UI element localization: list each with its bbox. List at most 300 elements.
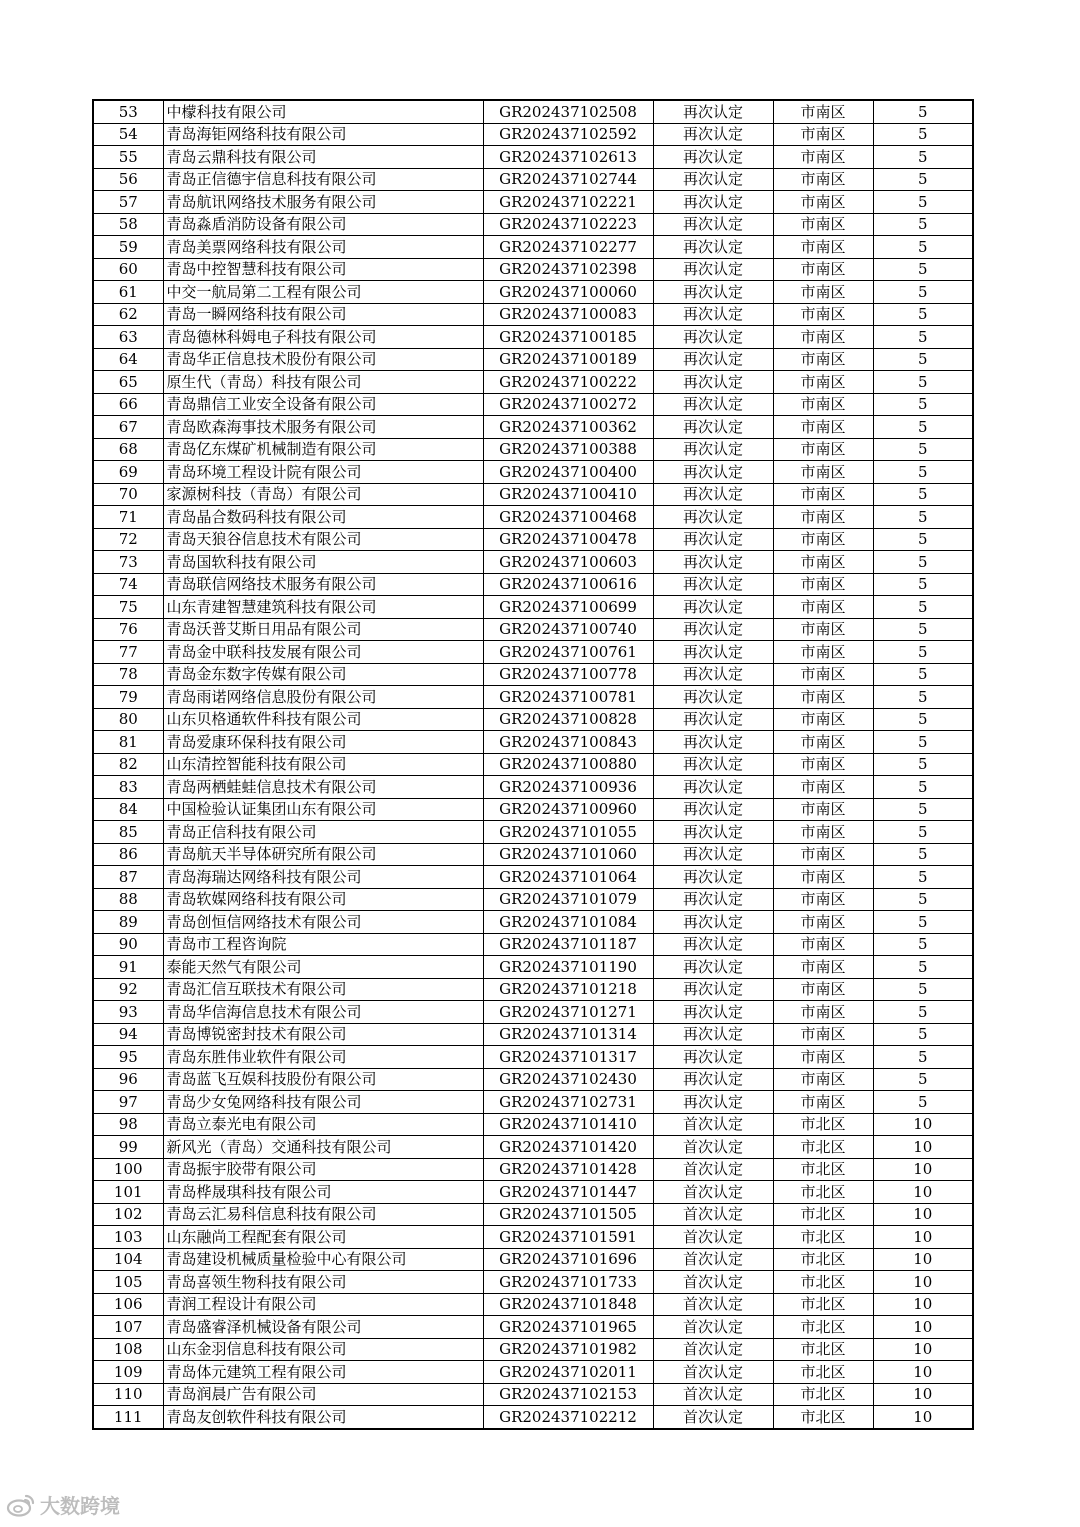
recognition-type-cell: 首次认定 (653, 1158, 773, 1181)
district-cell: 市南区 (773, 213, 873, 236)
company-name-cell: 山东金羽信息科技有限公司 (163, 1338, 483, 1361)
table-row (93, 573, 973, 596)
score-cell: 10 (873, 1113, 973, 1136)
table-row (93, 1046, 973, 1069)
certificate-number-cell: GR202437101410 (483, 1113, 653, 1136)
recognition-type-cell: 首次认定 (653, 1226, 773, 1249)
score-cell: 10 (873, 1248, 973, 1271)
certificate-number-cell: GR202437101055 (483, 821, 653, 844)
row-number-cell: 59 (93, 236, 163, 259)
recognition-type-cell: 再次认定 (653, 236, 773, 259)
company-name-cell: 青岛东胜伟业软件有限公司 (163, 1046, 483, 1069)
certificate-number-cell: GR202437100828 (483, 708, 653, 731)
recognition-type-cell: 再次认定 (653, 483, 773, 506)
row-number-cell: 66 (93, 393, 163, 416)
company-name-cell: 青岛润晨广告有限公司 (163, 1383, 483, 1406)
certificate-number-cell: GR202437102277 (483, 236, 653, 259)
score-cell: 5 (873, 911, 973, 934)
company-name-cell: 青岛淼盾消防设备有限公司 (163, 213, 483, 236)
score-cell: 5 (873, 1023, 973, 1046)
table-row (93, 393, 973, 416)
district-cell: 市北区 (773, 1406, 873, 1429)
company-name-cell: 青岛体元建筑工程有限公司 (163, 1361, 483, 1384)
certificate-number-cell: GR202437100880 (483, 753, 653, 776)
district-cell: 市南区 (773, 731, 873, 754)
company-name-cell: 青岛联信网络技术服务有限公司 (163, 573, 483, 596)
company-name-cell: 青岛振宇胶带有限公司 (163, 1158, 483, 1181)
district-cell: 市南区 (773, 123, 873, 146)
company-name-cell: 青岛创恒信网络技术有限公司 (163, 911, 483, 934)
certificate-number-cell: GR202437100362 (483, 416, 653, 439)
score-cell: 5 (873, 708, 973, 731)
district-cell: 市南区 (773, 686, 873, 709)
recognition-type-cell: 首次认定 (653, 1248, 773, 1271)
certificate-number-cell: GR202437100189 (483, 348, 653, 371)
company-name-cell: 山东青建智慧建筑科技有限公司 (163, 596, 483, 619)
row-number-cell: 72 (93, 528, 163, 551)
recognition-type-cell: 首次认定 (653, 1383, 773, 1406)
score-cell: 5 (873, 843, 973, 866)
score-cell: 5 (873, 1046, 973, 1069)
table-row (93, 506, 973, 529)
recognition-type-cell: 再次认定 (653, 123, 773, 146)
watermark-text: 大数跨境 (40, 1494, 120, 1518)
row-number-cell: 106 (93, 1293, 163, 1316)
row-number-cell: 55 (93, 146, 163, 169)
table-row (93, 663, 973, 686)
row-number-cell: 108 (93, 1338, 163, 1361)
certificate-number-cell: GR202437100603 (483, 551, 653, 574)
certificate-number-cell: GR202437100478 (483, 528, 653, 551)
district-cell: 市南区 (773, 843, 873, 866)
score-cell: 10 (873, 1271, 973, 1294)
company-name-cell: 家源树科技（青岛）有限公司 (163, 483, 483, 506)
score-cell: 5 (873, 641, 973, 664)
row-number-cell: 79 (93, 686, 163, 709)
district-cell: 市南区 (773, 100, 873, 123)
recognition-type-cell: 再次认定 (653, 258, 773, 281)
row-number-cell: 90 (93, 933, 163, 956)
certificate-number-cell: GR202437101505 (483, 1203, 653, 1226)
company-name-cell: 中交一航局第二工程有限公司 (163, 281, 483, 304)
table-row (93, 1226, 973, 1249)
table-row (93, 1361, 973, 1384)
recognition-type-cell: 再次认定 (653, 1001, 773, 1024)
score-cell: 5 (873, 686, 973, 709)
table-row (93, 236, 973, 259)
district-cell: 市南区 (773, 191, 873, 214)
table-row (93, 776, 973, 799)
table-row (93, 686, 973, 709)
row-number-cell: 77 (93, 641, 163, 664)
certificate-number-cell: GR202437100222 (483, 371, 653, 394)
table-row (93, 798, 973, 821)
score-cell: 5 (873, 326, 973, 349)
recognition-type-cell: 再次认定 (653, 933, 773, 956)
company-name-cell: 青岛一瞬网络科技有限公司 (163, 303, 483, 326)
recognition-type-cell: 再次认定 (653, 843, 773, 866)
district-cell: 市南区 (773, 798, 873, 821)
score-cell: 5 (873, 393, 973, 416)
certificate-number-cell: GR202437101317 (483, 1046, 653, 1069)
recognition-type-cell: 再次认定 (653, 191, 773, 214)
company-name-cell: 青岛晶合数码科技有限公司 (163, 506, 483, 529)
score-cell: 5 (873, 573, 973, 596)
table-row (93, 281, 973, 304)
row-number-cell: 70 (93, 483, 163, 506)
certificate-number-cell: GR202437101314 (483, 1023, 653, 1046)
recognition-type-cell: 再次认定 (653, 776, 773, 799)
table-row (93, 438, 973, 461)
score-cell: 10 (873, 1383, 973, 1406)
district-cell: 市北区 (773, 1203, 873, 1226)
company-name-cell: 青岛友创软件科技有限公司 (163, 1406, 483, 1429)
score-cell: 5 (873, 888, 973, 911)
district-cell: 市北区 (773, 1271, 873, 1294)
row-number-cell: 67 (93, 416, 163, 439)
recognition-type-cell: 再次认定 (653, 168, 773, 191)
district-cell: 市北区 (773, 1316, 873, 1339)
table-row (93, 371, 973, 394)
table-row (93, 551, 973, 574)
certificate-number-cell: GR202437102398 (483, 258, 653, 281)
certificate-number-cell: GR202437101696 (483, 1248, 653, 1271)
row-number-cell: 89 (93, 911, 163, 934)
score-cell: 10 (873, 1361, 973, 1384)
certificate-number-cell: GR202437101218 (483, 978, 653, 1001)
score-cell: 5 (873, 956, 973, 979)
company-name-cell: 青岛国软科技有限公司 (163, 551, 483, 574)
district-cell: 市北区 (773, 1136, 873, 1159)
district-cell: 市南区 (773, 911, 873, 934)
row-number-cell: 71 (93, 506, 163, 529)
score-cell: 5 (873, 663, 973, 686)
district-cell: 市南区 (773, 348, 873, 371)
recognition-type-cell: 首次认定 (653, 1113, 773, 1136)
certificate-number-cell: GR202437102592 (483, 123, 653, 146)
certificate-number-cell: GR202437102430 (483, 1068, 653, 1091)
table-row (93, 821, 973, 844)
company-name-cell: 青岛立泰光电有限公司 (163, 1113, 483, 1136)
district-cell: 市北区 (773, 1181, 873, 1204)
recognition-type-cell: 再次认定 (653, 303, 773, 326)
table-row (93, 348, 973, 371)
score-cell: 10 (873, 1293, 973, 1316)
table-row (93, 1248, 973, 1271)
certificate-number-cell: GR202437101591 (483, 1226, 653, 1249)
district-cell: 市北区 (773, 1383, 873, 1406)
score-cell: 5 (873, 596, 973, 619)
table-row (93, 866, 973, 889)
company-name-cell: 青岛华正信息技术股份有限公司 (163, 348, 483, 371)
district-cell: 市南区 (773, 371, 873, 394)
table-row (93, 528, 973, 551)
recognition-type-cell: 再次认定 (653, 371, 773, 394)
recognition-type-cell: 再次认定 (653, 731, 773, 754)
score-cell: 5 (873, 146, 973, 169)
row-number-cell: 87 (93, 866, 163, 889)
certificate-number-cell: GR202437101733 (483, 1271, 653, 1294)
row-number-cell: 54 (93, 123, 163, 146)
district-cell: 市北区 (773, 1113, 873, 1136)
table-row (93, 483, 973, 506)
row-number-cell: 101 (93, 1181, 163, 1204)
row-number-cell: 68 (93, 438, 163, 461)
recognition-type-cell: 再次认定 (653, 416, 773, 439)
certificate-number-cell: GR202437100083 (483, 303, 653, 326)
certificate-number-cell: GR202437100740 (483, 618, 653, 641)
recognition-type-cell: 再次认定 (653, 461, 773, 484)
company-name-cell: 青润工程设计有限公司 (163, 1293, 483, 1316)
certificate-number-cell: GR202437100388 (483, 438, 653, 461)
certificate-number-cell: GR202437102744 (483, 168, 653, 191)
district-cell: 市南区 (773, 1046, 873, 1069)
certificate-number-cell: GR202437101428 (483, 1158, 653, 1181)
score-cell: 5 (873, 506, 973, 529)
row-number-cell: 64 (93, 348, 163, 371)
certificate-number-cell: GR202437102153 (483, 1383, 653, 1406)
row-number-cell: 53 (93, 100, 163, 123)
certificate-number-cell: GR202437100699 (483, 596, 653, 619)
certificate-number-cell: GR202437101187 (483, 933, 653, 956)
table-row (93, 641, 973, 664)
district-cell: 市北区 (773, 1158, 873, 1181)
recognition-type-cell: 再次认定 (653, 281, 773, 304)
company-name-cell: 泰能天然气有限公司 (163, 956, 483, 979)
company-name-cell: 青岛鼎信工业安全设备有限公司 (163, 393, 483, 416)
row-number-cell: 96 (93, 1068, 163, 1091)
district-cell: 市北区 (773, 1338, 873, 1361)
recognition-type-cell: 再次认定 (653, 618, 773, 641)
row-number-cell: 62 (93, 303, 163, 326)
table-row (93, 1091, 973, 1114)
company-name-cell: 青岛汇信互联技术有限公司 (163, 978, 483, 1001)
row-number-cell: 88 (93, 888, 163, 911)
company-name-cell: 青岛金中联科技发展有限公司 (163, 641, 483, 664)
score-cell: 10 (873, 1406, 973, 1429)
score-cell: 5 (873, 978, 973, 1001)
row-number-cell: 57 (93, 191, 163, 214)
row-number-cell: 76 (93, 618, 163, 641)
score-cell: 5 (873, 821, 973, 844)
district-cell: 市南区 (773, 416, 873, 439)
recognition-type-cell: 首次认定 (653, 1203, 773, 1226)
row-number-cell: 109 (93, 1361, 163, 1384)
company-name-cell: 青岛金东数字传媒有限公司 (163, 663, 483, 686)
company-name-cell: 山东融尚工程配套有限公司 (163, 1226, 483, 1249)
table-row (93, 843, 973, 866)
company-name-cell: 青岛桦晟琪科技有限公司 (163, 1181, 483, 1204)
score-cell: 5 (873, 731, 973, 754)
recognition-type-cell: 再次认定 (653, 866, 773, 889)
score-cell: 10 (873, 1203, 973, 1226)
certificate-number-cell: GR202437100185 (483, 326, 653, 349)
district-cell: 市南区 (773, 866, 873, 889)
company-name-cell: 青岛正信科技有限公司 (163, 821, 483, 844)
certificate-number-cell: GR202437100936 (483, 776, 653, 799)
company-name-cell: 青岛海瑞达网络科技有限公司 (163, 866, 483, 889)
company-name-cell: 青岛博锐密封技术有限公司 (163, 1023, 483, 1046)
certificate-number-cell: GR202437101271 (483, 1001, 653, 1024)
table-body (93, 100, 973, 1429)
district-cell: 市南区 (773, 146, 873, 169)
certificate-number-cell: GR202437101965 (483, 1316, 653, 1339)
row-number-cell: 91 (93, 956, 163, 979)
company-name-cell: 青岛两栖蛙蛙信息技术有限公司 (163, 776, 483, 799)
district-cell: 市北区 (773, 1248, 873, 1271)
company-name-cell: 青岛雨诺网络信息股份有限公司 (163, 686, 483, 709)
score-cell: 5 (873, 866, 973, 889)
recognition-type-cell: 再次认定 (653, 978, 773, 1001)
table-row (93, 731, 973, 754)
certificate-number-cell: GR202437101084 (483, 911, 653, 934)
certificate-number-cell: GR202437102212 (483, 1406, 653, 1429)
company-name-cell: 青岛中控智慧科技有限公司 (163, 258, 483, 281)
table-row (93, 618, 973, 641)
row-number-cell: 99 (93, 1136, 163, 1159)
recognition-type-cell: 再次认定 (653, 596, 773, 619)
table-row (93, 1316, 973, 1339)
table-row (93, 1406, 973, 1429)
company-name-cell: 青岛市工程咨询院 (163, 933, 483, 956)
table-row (93, 596, 973, 619)
company-name-cell: 青岛天狼谷信息技术有限公司 (163, 528, 483, 551)
score-cell: 5 (873, 933, 973, 956)
district-cell: 市南区 (773, 461, 873, 484)
recognition-type-cell: 再次认定 (653, 663, 773, 686)
recognition-type-cell: 首次认定 (653, 1316, 773, 1339)
score-cell: 10 (873, 1338, 973, 1361)
certificate-number-cell: GR202437101848 (483, 1293, 653, 1316)
recognition-type-cell: 再次认定 (653, 348, 773, 371)
district-cell: 市南区 (773, 1068, 873, 1091)
recognition-type-cell: 再次认定 (653, 911, 773, 934)
row-number-cell: 61 (93, 281, 163, 304)
recognition-type-cell: 再次认定 (653, 821, 773, 844)
recognition-type-cell: 首次认定 (653, 1271, 773, 1294)
row-number-cell: 100 (93, 1158, 163, 1181)
certificate-number-cell: GR202437100843 (483, 731, 653, 754)
score-cell: 5 (873, 191, 973, 214)
recognition-type-cell: 再次认定 (653, 798, 773, 821)
table-row (93, 146, 973, 169)
table-row (93, 1271, 973, 1294)
recognition-type-cell: 首次认定 (653, 1338, 773, 1361)
table-row (93, 1181, 973, 1204)
district-cell: 市南区 (773, 933, 873, 956)
recognition-type-cell: 再次认定 (653, 1023, 773, 1046)
certificate-number-cell: GR202437100410 (483, 483, 653, 506)
company-name-cell: 青岛航讯网络技术服务有限公司 (163, 191, 483, 214)
certificate-number-cell: GR202437102731 (483, 1091, 653, 1114)
district-cell: 市南区 (773, 753, 873, 776)
row-number-cell: 111 (93, 1406, 163, 1429)
table-row (93, 303, 973, 326)
district-cell: 市南区 (773, 1023, 873, 1046)
district-cell: 市南区 (773, 821, 873, 844)
table-row (93, 753, 973, 776)
recognition-type-cell: 再次认定 (653, 551, 773, 574)
table-row (93, 888, 973, 911)
certificate-number-cell: GR202437102223 (483, 213, 653, 236)
table-row (93, 191, 973, 214)
table-row (93, 258, 973, 281)
score-cell: 10 (873, 1136, 973, 1159)
score-cell: 5 (873, 438, 973, 461)
recognition-type-cell: 再次认定 (653, 708, 773, 731)
score-cell: 5 (873, 551, 973, 574)
score-cell: 5 (873, 123, 973, 146)
certificate-number-cell: GR202437101420 (483, 1136, 653, 1159)
district-cell: 市南区 (773, 281, 873, 304)
district-cell: 市南区 (773, 618, 873, 641)
watermark (6, 1490, 120, 1519)
recognition-type-cell: 再次认定 (653, 100, 773, 123)
recognition-type-cell: 再次认定 (653, 528, 773, 551)
district-cell: 市南区 (773, 528, 873, 551)
table-row (93, 1383, 973, 1406)
certificate-number-cell: GR202437100781 (483, 686, 653, 709)
score-cell: 5 (873, 461, 973, 484)
score-cell: 5 (873, 1068, 973, 1091)
score-cell: 5 (873, 303, 973, 326)
certificate-number-cell: GR202437100616 (483, 573, 653, 596)
row-number-cell: 65 (93, 371, 163, 394)
table-row (93, 911, 973, 934)
certificate-number-cell: GR202437100272 (483, 393, 653, 416)
recognition-type-cell: 再次认定 (653, 641, 773, 664)
recognition-type-cell: 再次认定 (653, 686, 773, 709)
district-cell: 市北区 (773, 1361, 873, 1384)
district-cell: 市南区 (773, 663, 873, 686)
company-name-cell: 青岛美票网络科技有限公司 (163, 236, 483, 259)
certificate-number-cell: GR202437100468 (483, 506, 653, 529)
certificate-number-cell: GR202437101060 (483, 843, 653, 866)
row-number-cell: 80 (93, 708, 163, 731)
company-name-cell: 青岛爱康环保科技有限公司 (163, 731, 483, 754)
district-cell: 市南区 (773, 708, 873, 731)
certificate-number-cell: GR202437101982 (483, 1338, 653, 1361)
certificate-number-cell: GR202437101447 (483, 1181, 653, 1204)
company-name-cell: 青岛蓝飞互娱科技股份有限公司 (163, 1068, 483, 1091)
company-name-cell: 山东贝格通软件科技有限公司 (163, 708, 483, 731)
district-cell: 市南区 (773, 326, 873, 349)
district-cell: 市南区 (773, 236, 873, 259)
company-name-cell: 青岛海钜网络科技有限公司 (163, 123, 483, 146)
row-number-cell: 94 (93, 1023, 163, 1046)
recognition-type-cell: 再次认定 (653, 573, 773, 596)
table-row (93, 933, 973, 956)
row-number-cell: 86 (93, 843, 163, 866)
score-cell: 5 (873, 618, 973, 641)
row-number-cell: 85 (93, 821, 163, 844)
company-name-cell: 中国检验认证集团山东有限公司 (163, 798, 483, 821)
district-cell: 市南区 (773, 573, 873, 596)
district-cell: 市南区 (773, 596, 873, 619)
score-cell: 5 (873, 281, 973, 304)
district-cell: 市南区 (773, 888, 873, 911)
recognition-type-cell: 再次认定 (653, 146, 773, 169)
score-cell: 5 (873, 798, 973, 821)
score-cell: 10 (873, 1158, 973, 1181)
table-row (93, 978, 973, 1001)
company-name-cell: 青岛航天半导体研究所有限公司 (163, 843, 483, 866)
company-name-cell: 青岛欧森海事技术服务有限公司 (163, 416, 483, 439)
company-name-cell: 青岛德林科姆电子科技有限公司 (163, 326, 483, 349)
recognition-type-cell: 首次认定 (653, 1361, 773, 1384)
certificate-number-cell: GR202437102011 (483, 1361, 653, 1384)
recognition-type-cell: 再次认定 (653, 438, 773, 461)
